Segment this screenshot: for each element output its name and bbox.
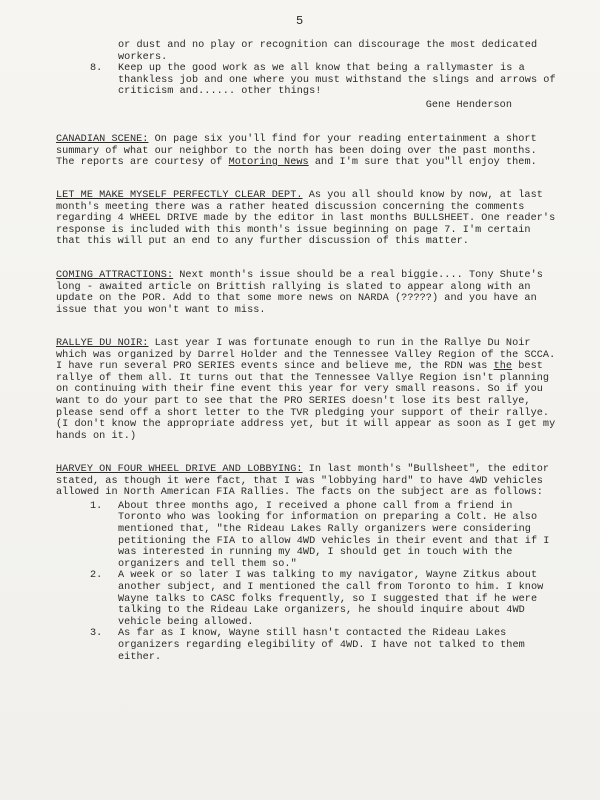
section-heading: HARVEY ON FOUR WHEEL DRIVE AND LOBBYING: bbox=[56, 464, 303, 475]
section-heading: CANADIAN SCENE: bbox=[56, 134, 149, 145]
list-item-text: About three months ago, I received a phone call from a friend in Toronto who was looking for information on preparing a Colt. He also mentioned that, "the Rideau Lakes Rally organizers were considering petitioning the FIA to allow 4WD vehicles in their event and that if I was interested in running my 4WD, I should get in touch with the organizers and tell them so." bbox=[118, 500, 550, 570]
section-heading: LET ME MAKE MYSELF PERFECTLY CLEAR DEPT. bbox=[56, 190, 303, 201]
emphasis-word: the bbox=[493, 361, 513, 373]
list-item bbox=[90, 501, 556, 571]
list-item-number: 8. bbox=[90, 63, 103, 75]
clear-dept-section bbox=[56, 190, 556, 248]
publication-name: Motoring News bbox=[228, 157, 309, 169]
facts-list bbox=[56, 501, 556, 663]
list-item-number: 2. bbox=[90, 570, 103, 582]
section-body-end: and I'm sure that you"ll enjoy them. bbox=[308, 157, 537, 169]
section-heading: COMING ATTRACTIONS: bbox=[56, 270, 174, 281]
page-number: 5 bbox=[296, 14, 304, 28]
harvey-section bbox=[56, 464, 556, 663]
section-body-end: best rallye of them all. It turns out that the Tennessee Vallye Region isn't planning on continuing with their fine event this year for very small reasons. So if you want to do your part to see that the PRO SERIES doesn't lose its best rallye, please send off a short letter to the TVR pledging your support of their rallye. (I don't know the appropriate address yet, but it will appear as soon as I get my hands on it.) bbox=[56, 361, 556, 442]
intro-section bbox=[56, 40, 556, 112]
list-item-text: A week or so later I was talking to my navigator, Wayne Zitkus about another subject, and I mentioned the call from Toronto to him. I know Wayne talks to CASC folks frequently, so I suggested that if he were talking to the Rideau Lake organizers, he should inquire about 4WD vehicle being allowed. bbox=[118, 570, 544, 628]
list-item-number: 3. bbox=[90, 628, 103, 640]
list-item-text: As far as I know, Wayne still hasn't contacted the Rideau Lakes organizers regarding elegibility of 4WD. I have not talked to them either. bbox=[118, 628, 525, 663]
section-body: On page six you'll find for your reading entertainment a short summary of what our neighbor to the north has been doing over the past months. The reports are courtesy of bbox=[56, 134, 537, 169]
rallye-du-noir-section bbox=[56, 338, 556, 442]
intro-continuation: or dust and no play or recognition can discourage the most dedicated workers. bbox=[118, 40, 538, 63]
list-item-number: 1. bbox=[90, 500, 103, 512]
section-body: In last month's "Bullsheet", the editor stated, as though it were fact, that I was "lobbying hard" to have 4WD vehicles allowed in North American FIA Rallies. The facts on the subject are as follows: bbox=[56, 464, 550, 499]
list-item bbox=[90, 570, 556, 628]
coming-attractions-section bbox=[56, 270, 556, 316]
canadian-scene-section bbox=[56, 134, 556, 169]
list-item-text: Keep up the good work as we all know that being a rallymaster is a thankless job and one where you must withstand the slings and arrows of criticism and...... other things! bbox=[118, 63, 556, 98]
section-heading: RALLYE DU NOIR: bbox=[56, 338, 149, 349]
section-body: Last year I was fortunate enough to run in the Rallye Du Noir which was organized by Darrel Holder and the Tennessee Valley Region of the SCCA. I have run several PRO SERIES events since and believe me, the RDN was bbox=[56, 338, 556, 373]
list-item-8 bbox=[56, 63, 556, 98]
signature: Gene Henderson bbox=[425, 99, 512, 111]
list-item bbox=[90, 628, 556, 663]
section-body: As you all should know by now, at last month's meeting there was a rather heated discussion concerning the comments regarding 4 WHEEL DRIVE made by the editor in last months BULLSHEET. One reader's response is included with this month's issue beginning on page 7. I'm certain that this will put an end to any further discussion of this matter. bbox=[56, 190, 556, 248]
section-body: Next month's issue should be a real biggie.... Tony Shute's long - awaited article on Brittish rallying is slated to appear along with an update on the POR. Add to that some more news on NARDA (?????) and you have an issue that you won't want to miss. bbox=[56, 270, 543, 316]
